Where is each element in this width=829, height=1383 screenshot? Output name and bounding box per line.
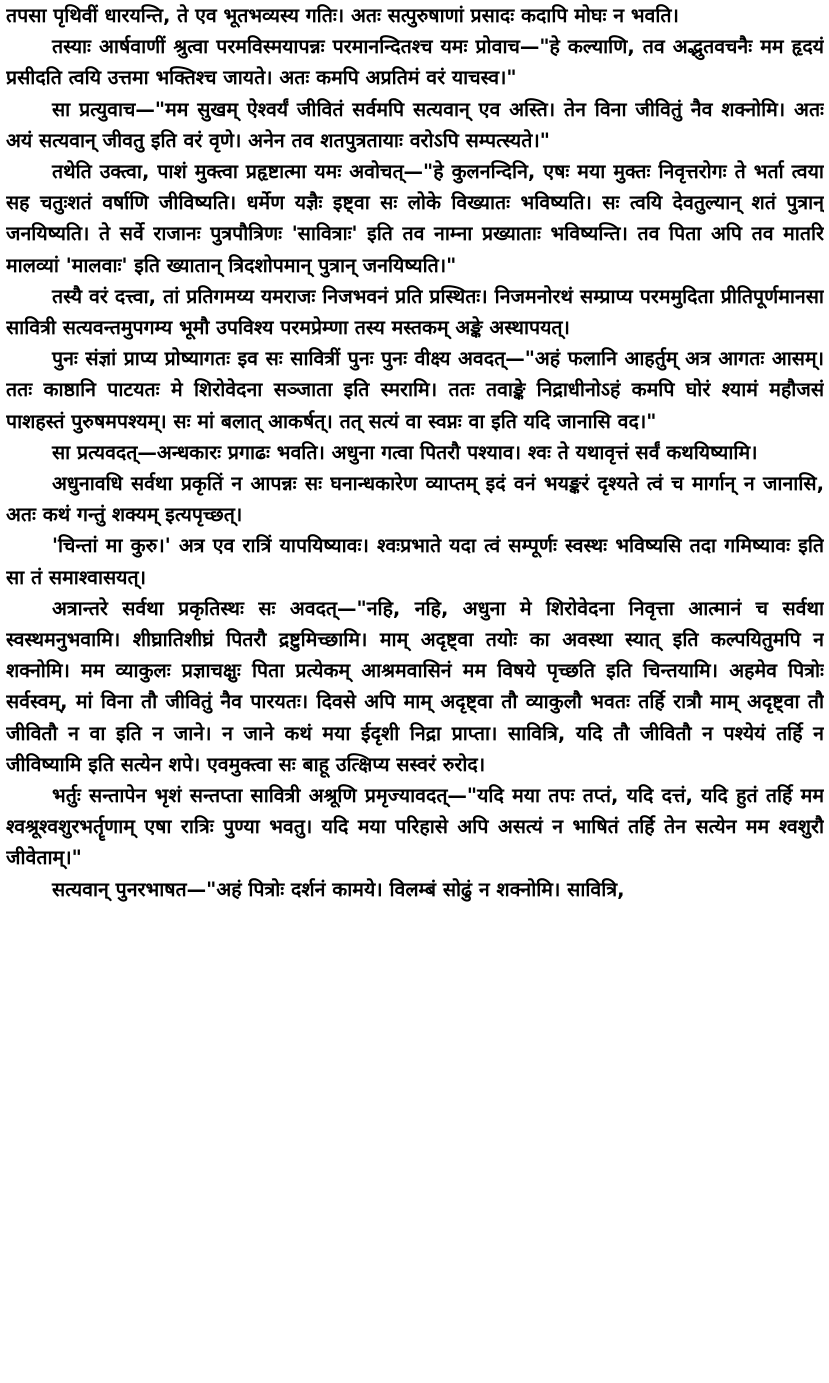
- paragraph: तस्याः आर्षवाणीं श्रुत्वा परमविस्मयापन्नः परमानन्दितश्च यमः प्रोवाच—"हे कल्याणि, तव अद्भुतवचनैः मम हृदयं प्रसीदति त्वयि उत्तमा भक्तिश्च जायते। अतः कमपि अप्रतिमं वरं याचस्व।": [6, 35, 824, 90]
- document-page: [6, 0, 824, 1383]
- paragraph: भर्तुः सन्तापेन भृशं सन्तप्ता सावित्री अश्रूणि प्रमृज्यावदत्—"यदि मया तपः तप्तं, यदि दत्तं, यदि हुतं तर्हि मम श्वश्रूश्वशुरभर्तॄणाम् एषा रात्रिः पुण्या भवतु। यदि मया परिहासे अपि असत्यं न भाषितं तर्हि तेन सत्येन मम श्वशुरौ जीवेताम्।": [6, 784, 824, 870]
- paragraph: पुनः संज्ञां प्राप्य प्रोष्यागतः इव सः सावित्रीं पुनः पुनः वीक्ष्य अवदत्—"अहं फलानि आहर्तुम् अत्र आगतः आसम्। ततः काष्ठानि पाटयतः मे शिरोवेदना सञ्जाता इति स्मरामि। ततः तवाङ्के निद्राधीनोऽहं कमपि घोरं श्यामं महौजसं पाशहस्तं पुरुषमपश्यम्। सः मां बलात् आकर्षत्। तत् सत्यं वा स्वप्नः वा इति यदि जानासि वद।": [6, 347, 824, 433]
- paragraph: अधुनावधि सर्वथा प्रकृतिं न आपन्नः सः घनान्धकारेण व्याप्तम् इदं वनं भयङ्करं दृश्यते त्वं च मार्गान् न जानासि, अतः कथं गन्तुं शक्यम् इत्यपृच्छत्।: [6, 472, 824, 527]
- paragraph: तपसा पृथिवीं धारयन्ति, ते एव भूतभव्यस्य गतिः। अतः सत्पुरुषाणां प्रसादः कदापि मोघः न भवति।: [6, 4, 679, 27]
- paragraph: सा प्रत्यवदत्—अन्धकारः प्रगाढः भवति। अधुना गत्वा पितरौ पश्याव। श्वः ते यथावृत्तं सर्वं कथयिष्यामि।: [52, 440, 758, 464]
- paragraph: सा प्रत्युवाच—"मम सुखम् ऐश्वर्यं जीवितं सर्वमपि सत्यवान् एव अस्ति। तेन विना जीवितुं नैव शक्नोमि। अतः अयं सत्यवान् जीवतु इति वरं वृणे। अनेन तव शतपुत्रतायाः वरोऽपि सम्पत्स्यते।": [6, 97, 824, 152]
- paragraph: 'चिन्तां मा कुरु।' अत्र एव रात्रिं यापयिष्यावः। श्वःप्रभाते यदा त्वं सम्पूर्णः स्वस्थः भविष्यसि तदा गमिष्यावः इति सा तं समाश्वासयत्।: [6, 534, 824, 589]
- paragraph: सत्यवान् पुनरभाषत—"अहं पित्रोः दर्शनं कामये। विलम्बं सोढुं न शक्नोमि। सावित्रि,: [52, 877, 625, 901]
- paragraph: तथेति उक्त्वा, पाशं मुक्त्वा प्रहृष्टात्मा यमः अवोचत्—"हे कुलनन्दिनि, एषः मया मुक्तः निवृत्तरोगः ते भर्ता त्वया सह चतुःशतं वर्षाणि जीविष्यति। धर्मेण यज्ञैः इष्ट्वा सः लोके विख्यातः भविष्यति। सः त्वयि देवतुल्यान् शतं पुत्रान् जनयिष्यति। ते सर्वे राजानः पुत्रपौत्रिणः 'सावित्राः' इति तव नाम्ना प्रख्याताः भविष्यन्ति। तव पिता अपि तव मातरि मालव्यां 'मालवाः' इति ख्यातान् त्रिदशोपमान् पुत्रान् जनयिष्यति।": [6, 160, 824, 277]
- paragraph: अत्रान्तरे सर्वथा प्रकृतिस्थः सः अवदत्—"नहि, नहि, अधुना मे शिरोवेदना निवृत्ता आत्मानं च सर्वथा स्वस्थमनुभवामि। शीघ्रातिशीघ्रं पितरौ द्रष्टुमिच्छामि। माम् अदृष्ट्वा तयोः का अवस्था स्यात् इति कल्पयितुमपि न शक्नोमि। मम व्याकुलः प्रज्ञाचक्षुः पिता प्रत्येकम् आश्रमवासिनं मम विषये पृच्छति इति चिन्तयामि। अहमेव पित्रोः सर्वस्वम्, मां विना तौ जीवितुं नैव पारयतः। दिवसे अपि माम् अदृष्ट्वा तौ व्याकुलौ भवतः तर्हि रात्रौ माम् अदृष्ट्वा तौ जीवितौ न वा इति न जाने। न जाने कथं मया ईदृशी निद्रा प्राप्ता। सावित्रि, यदि तौ जीवितौ न पश्येयं तर्हि न जीविष्यामि इति सत्येन शपे। एवमुक्त्वा सः बाहू उत्क्षिप्य सस्वरं रुरोद।: [6, 596, 824, 776]
- paragraph: तस्यै वरं दत्त्वा, तां प्रतिगमय्य यमराजः निजभवनं प्रति प्रस्थितः। निजमनोरथं सम्प्राप्य परममुदिता प्रीतिपूर्णमानसा सावित्री सत्यवन्तमुपगम्य भूमौ उपविश्य परमप्रेम्णा तस्य मस्तकम् अङ्के अस्थापयत्।: [6, 284, 824, 340]
